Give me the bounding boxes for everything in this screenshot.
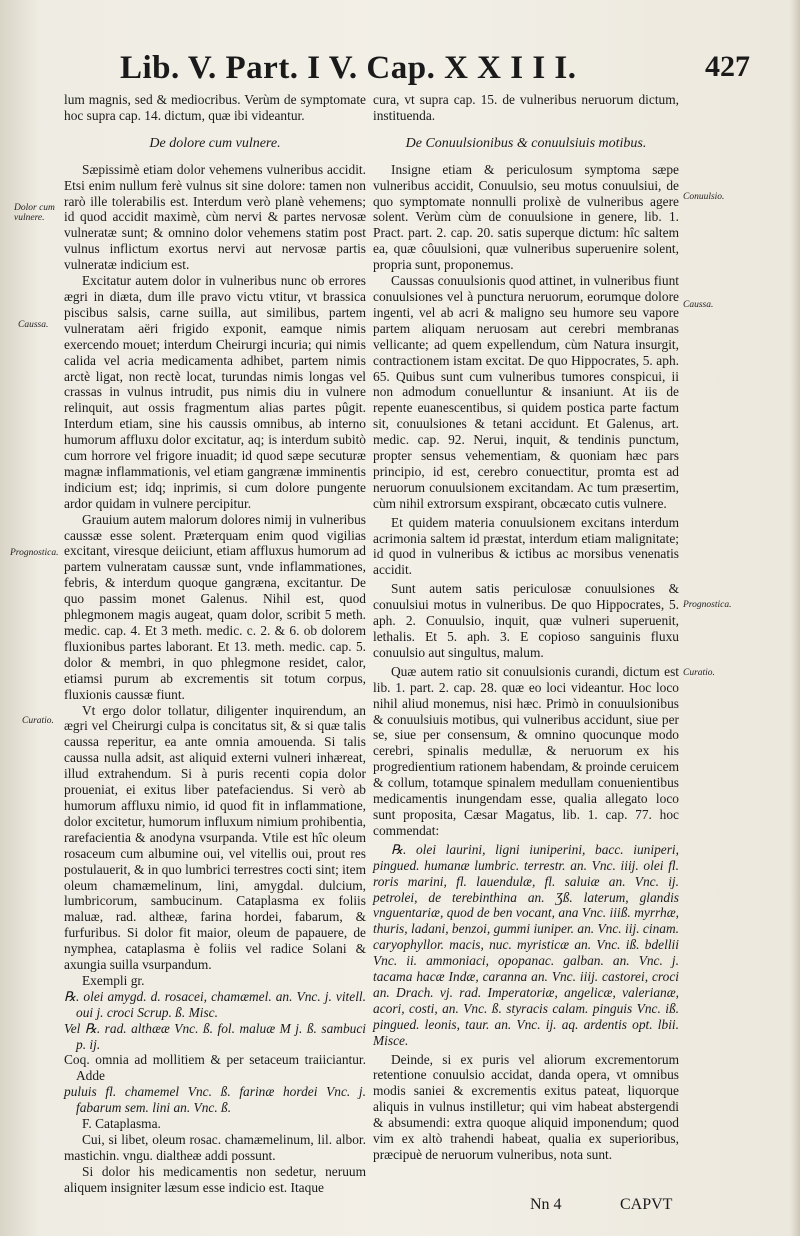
margin-note-prognostica-right: Prognostica. [683, 600, 732, 610]
margin-note-prognostica: Prognostica. [10, 548, 59, 558]
margin-note-conuulsio: Conuulsio. [683, 192, 725, 202]
recipe-line: F. Cataplasma. [82, 1116, 161, 1132]
page-number: 427 [705, 50, 750, 83]
recipe-line: puluis fl. chamemel Vnc. ß. farinæ hordei Vnc. j. fabarum sem. lini an. Vnc. ß. [64, 1084, 366, 1116]
paragraph: Deinde, si ex puris vel aliorum excrementorum retentione conuulsio accidat, danda opera, vt omnibus modis saniei & excrementis exitus pateat, liquorque aliquis in vulnus instilletur; qui vim habeat abstergendi & absumendi: extra quoque aliquid imponendum; quod vim ex altò trahendi habeat, qualia ex superioribus, præcipuè de neruorum vulneribus, nota sunt. [373, 1051, 679, 1162]
margin-note-curatio-right: Curatio. [683, 668, 715, 678]
paragraph: Excitatur autem dolor in vulneribus nunc ob errores ægri in diæta, dum ille pravo victu vtitur, vt brassica piscibus salsis, carne suilla, aut similibus, partem vulneratam aëri frigido exponit, eamque nimis exercendo mouet; interdum Cheirurgi incuria; qui nimis calida vel acria medicamenta adhibet, partem nimis arctè ligat, non rectè locat, turundas nimis longas vel crassas in vulnus intrudit, pus nimis diu in vulnere relinquit, aut ossis fragmentum alias partes pûgit. Interdum etiam, sine his caussis omnibus, ab interno humorum affluxu dolor excitatur, aq; is interdum subitò cum horrore vel frigore inuadit; id quod sæpe secuturæ magnæ inflammationis, vel etiam gangrænæ imminentis indicium est; idq; inprimis, si cum dolore pungente ardor quidam in vulnere percipitur. [64, 273, 366, 511]
margin-note-caussa: Caussa. [18, 320, 49, 330]
recipe-line: ℞. olei amygd. d. rosacei, chamæmel. an. Vnc. j. vitell. oui j. croci Scrup. ß. Misc. [64, 988, 366, 1020]
section-heading-dolor: De dolore cum vulnere. [149, 135, 281, 151]
paragraph: Cui, si libet, oleum rosac. chamæmelinum, lil. albor. mastichin. vngu. dialtheæ addi possunt. [64, 1132, 366, 1163]
paragraph: cura, vt supra cap. 15. de vulneribus neruorum dictum, instituenda. [373, 92, 679, 123]
paragraph: lum magnis, sed & mediocribus. Verùm de symptomate hoc supra cap. 14. dictum, quæ ibi videantur. [64, 92, 366, 123]
signature-mark: Nn 4 [530, 1196, 562, 1213]
catchword: CAPVT [620, 1196, 673, 1213]
paragraph: Et quidem materia conuulsionem excitans interdum acrimonia saltem id præstat, interdum etiam malignitate; id quod in vulneribus & ictibus ac morsibus venenatis accidit. [373, 514, 679, 578]
paragraph: Grauium autem malorum dolores nimij in vulneribus caussæ esse solent. Præterquam enim quod vigilias excitant, viresque deiiciunt, etiam affluxus humorum ad partem vulneratam caussæ sunt, vnde inflammationes, febris, & interdum quoque gangræna, excitantur. De quo passim monet Galenus. Nihil est, quod phlegmonem magis augeat, quam dolor, scribit 5 meth. medic. cap. 4. Et 3 meth. medic. c. 2. & 6. ob dolorem fluxionibus partes laborant. Et 13. meth. medic. cap. 5. dolor & membri, in quo phlegmone residet, calor, etiamsi purum ab excrementis sit totum corpus, fluxionis caussæ fiunt. [64, 511, 366, 702]
paragraph: Si dolor his medicamentis non sedetur, neruum aliquem insigniter læsum esse indicio est. Itaque [64, 1163, 366, 1195]
recipe-block: ℞. olei laurini, ligni iuniperini, bacc. iuniperi, pingued. humanæ lumbric. terrestr. an. Vnc. iiij. olei fl. roris marini, fl. lauendulæ, fl. saluiæ an. Vnc. ij. petrolei, de terebinthina an. Ʒß. laterum, glandis vnguentariæ, quod de ben vocant, ana Vnc. iiiß. myrrhæ, thuris, ladani, benzoi, gummi iuniper. an. Vnc. iij. cinam. caryophyllor. macis, nuc. myristicæ an. Vnc. iß. bdellii Vnc. ii. ammoniaci, opopanac. galban. an. Vnc. j. tacama hacæ Indæ, caranna an. Vnc. iiij. castorei, croci an. Drach. vj. rad. Imperatoriæ, angelicæ, valerianæ, acori, costi, an. Vnc. ß. styracis calam. pinguis Vnc. iß. pingued. leonis, taur. an. Vnc. ij. aq. ardentis opt. lbii. Misce. [373, 841, 679, 1048]
paragraph: Sæpissimè etiam dolor vehemens vulneribus accidit. Etsi enim nullum ferè vulnus sit sine dolore: tamen non rarò ille tolerabilis est. Interdum verò planè vehemens; id quod accidit maximè, cùm nervi & partes nervosæ vulneratæ sunt; & omnino dolor vehemens statim post vulnus inflictum exortus nervi aut nervosæ partis vulneratæ indicium est. [64, 161, 366, 273]
paragraph: Sunt autem satis periculosæ conuulsiones & conuulsiui motus in vulneribus. De quo Hippocrates, 5. aph. 2. Conuulsio, inquit, quæ vulneri superuenit, lethalis. Et 5. aph. 3. E copioso sanguinis fluxu conuulsio aut singultus, malum. [373, 581, 679, 660]
page-header [70, 50, 790, 92]
left-column [64, 92, 366, 1196]
exempli-label: Exempli gr. [82, 972, 145, 988]
paragraph: Caussas conuulsionis quod attinet, in vulneribus fiunt conuulsiones vel à punctura neruorum, eorumque dolore ingenti, vel ab acri & maligno seu humore seu vapore partem aliquam neruosam aut cerebri membranas vellicante; ad quem expellendum, cùm Natura insurgit, contractionem istam excitat. De quo Hippocrates, 5. aph. 65. Quibus sunt cum vulneribus tumores conspicui, ii non admodum conuelluntur & insaniunt. At iis de repente euanescentibus, si quidem postica parte factum sit, conuulsiones & tetani accidunt. Et Galenus, art. medic. cap. 92. Nerui, inquit, & tendinis punctum, propter sensus vehementiam, & quoniam hæc pars principio, id est, cerebro conuectitur, promta est ad neruorum conuulsionem excitandam. Ac tum præsertim, cùm nihil extrorsum exspirant, obcæcato cutis vulnere. [373, 273, 679, 511]
recipe-line: Vel ℞. rad. althææ Vnc. ß. fol. maluæ M j. ß. sambuci p. ij. [64, 1020, 366, 1052]
paragraph: Quæ autem ratio sit conuulsionis curandi, dictum est lib. 1. part. 2. cap. 28. quæ eo loci videantur. Hoc loco nihil aliud monemus, nisi hæc. Primò in conuulsionibus & conuulsiuis motibus, qui vulneribus accidunt, siue per se, siue per consensum, & omnino quocunque modo cerebri, spinalis medullæ, & neruorum ex his progredientium rationem habendam, & proinde ceruicem & collum, totamque spinalem medullam conuenientibus medicamentis inungendam esse, qualia allegato loco sunt proposita, Cæsar Magatus, lib. 1. cap. 77. hoc commendat: [373, 663, 679, 838]
paragraph: Vt ergo dolor tollatur, diligenter inquirendum, an ægri vel Cheirurgi culpa is concitatus sit, & si quæ talis caussa reperitur, ea ante omnia amouenda. Si talis caussa nulla adsit, ast aliquid externi vulneri inhæreat, illud extrahendum. Si à puris recenti copia dolor proueniat, ei exitus liber patefaciendus. Si verò ab humorum affluxu nimio, id quod fit in inflammatione, dolor excitetur, humorum influxum nimium prohibentia, rarefacientia & anodyna vsurpanda. Vtile est hîc oleum rosaceum cum albumine oui, vel vitellis oui, prout res postulauerit, & in quo lumbrici terrestres cocti sint; item oleum chamæmelinum, lini, amygdal. dulcium, lumbricorum, sambucinum. Cataplasma ex foliis maluæ, rad. altheæ, farina hordei, fabarum, & furfuribus. Si dolor fit maior, oleum de papauere, de nymphea, cataplasma è foliis vel radice Solani & axungia suilla vsurpandum. [64, 702, 366, 973]
margin-note-dolor: Dolor cum vulnere. [14, 203, 55, 223]
running-head: Lib. V. Part. I V. Cap. X X I I I. [120, 50, 577, 86]
paragraph: Insigne etiam & periculosum symptoma sæpe vulneribus accidit, Conuulsio, seu motus conuulsiui, de quo symptomate nonnulli prolixè de vulneribus agere solent. Verùm cùm de conuulsione in genere, lib. 1. Pract. part. 2. cap. 20. satis superque dictum: hîc saltem ea, quæ côuulsioni, quæ vulneribus superuenire solent, propria sunt, proponemus. [373, 161, 679, 273]
section-heading-conuulsio: De Conuulsionibus & conuulsiuis motibus. [405, 135, 647, 151]
right-column [373, 92, 679, 1163]
margin-note-curatio: Curatio. [22, 716, 54, 726]
recipe-line: Coq. omnia ad mollitiem & per setaceum traiiciantur. Adde [64, 1052, 366, 1084]
margin-note-caussa-right: Caussa. [683, 300, 714, 310]
